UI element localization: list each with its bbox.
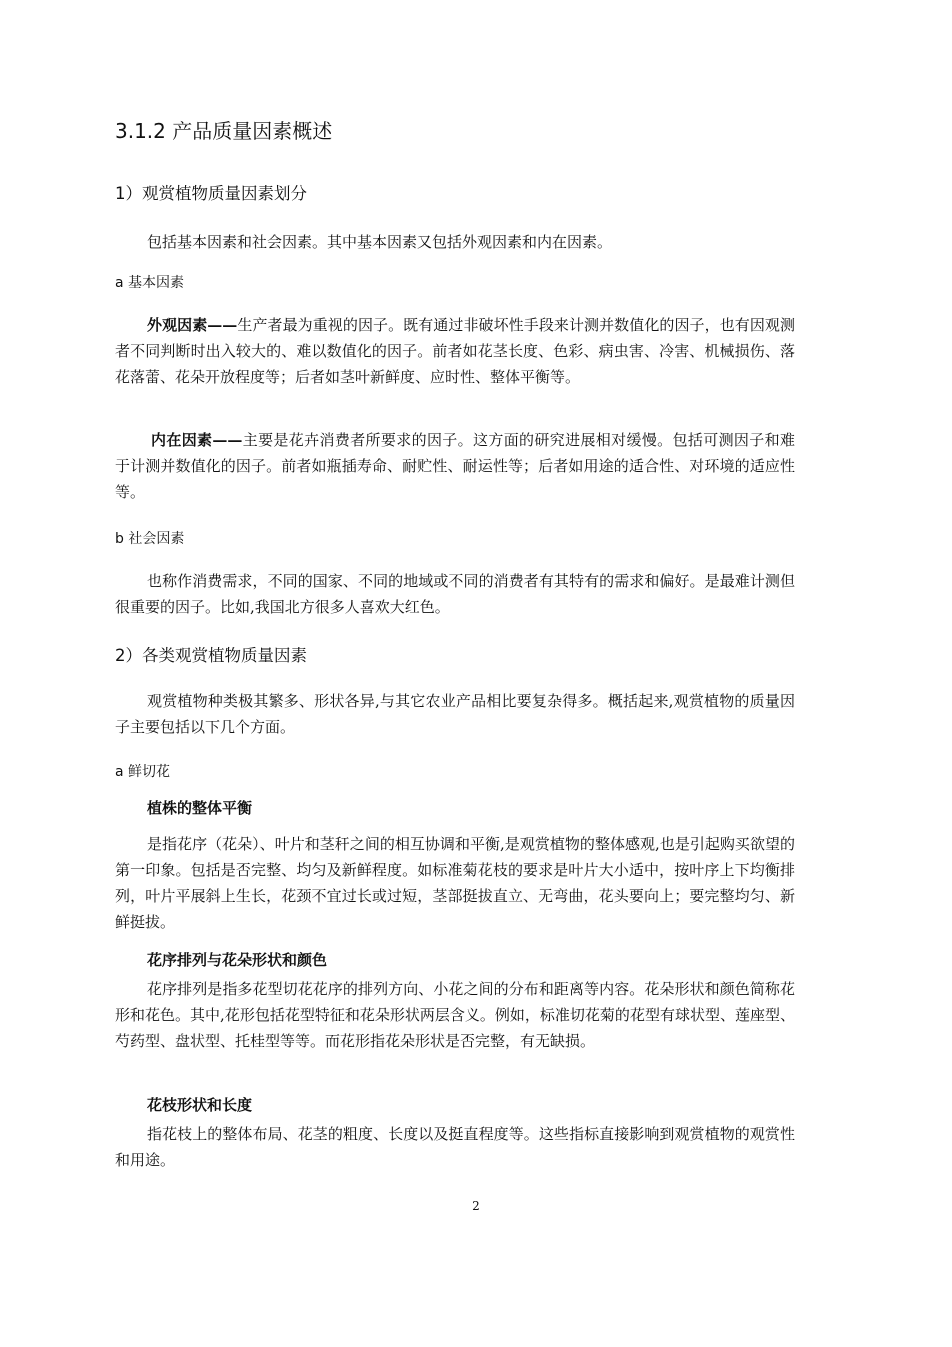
internal-factor-term: 内在因素——	[151, 431, 243, 449]
appearance-factor-paragraph	[115, 312, 795, 390]
sec1-intro-paragraph: 包括基本因素和社会因素。其中基本因素又包括外观因素和内在因素。	[147, 233, 613, 251]
internal-factor-text: 主要是花卉消费者所要求的因子。这方面的研究进展相对缓慢。包括可测因子和难于计测并数值化的因子。前者如瓶插寿命、耐贮性、耐运性等；后者如用途的适合性、对环境的适应性等。	[115, 431, 795, 501]
social-factors-heading: b 社会因素	[115, 531, 185, 547]
basic-factors-heading: a 基本因素	[115, 275, 185, 291]
stem-shape-title: 花枝形状和长度	[147, 1096, 253, 1114]
page-number: 2	[472, 1199, 480, 1213]
flower-arrangement-paragraph: 花序排列是指多花型切花花序的排列方向、小花之间的分布和距离等内容。花朵形状和颜色简称花形和花色。其中,花形包括花型特征和花朵形状两层含义。例如，标准切花菊的花型有球状型、莲座型、芍药型、盘状型、托桂型等等。而花形指花朵形状是否完整，有无缺损。	[115, 980, 795, 1050]
internal-factor-paragraph	[115, 427, 795, 505]
appearance-factor-term: 外观因素——	[147, 316, 238, 334]
flower-arrangement-title: 花序排列与花朵形状和颜色	[147, 951, 328, 969]
balance-title: 植株的整体平衡	[147, 799, 253, 817]
stem-shape-paragraph: 指花枝上的整体布局、花茎的粗度、长度以及挺直程度等。这些指标直接影响到观赏植物的观赏性和用途。	[115, 1125, 795, 1169]
appearance-factor-text: 生产者最为重视的因子。既有通过非破坏性手段来计测并数值化的因子，也有因观测者不同判断时出入较大的、难以数值化的因子。前者如花茎长度、色彩、病虫害、冷害、机械损伤、落花落蕾、花朵开放程度等；后者如茎叶新鲜度、应时性、整体平衡等。	[115, 316, 795, 386]
balance-paragraph: 是指花序（花朵）、叶片和茎秆之间的相互协调和平衡,是观赏植物的整体感观,也是引起购买欲望的第一印象。包括是否完整、均匀及新鲜程度。如标准菊花枝的要求是叶片大小适中，按叶序上下均衡排列，叶片平展斜上生长，花颈不宜过长或过短，茎部挺拔直立、无弯曲，花头要向上；要完整均匀、新鲜挺拔。	[115, 835, 795, 931]
subsection-heading-1: 1）观赏植物质量因素划分	[115, 184, 307, 203]
sec2-intro-paragraph: 观赏植物种类极其繁多、形状各异,与其它农业产品相比要复杂得多。概括起来,观赏植物的质量因子主要包括以下几个方面。	[115, 692, 795, 736]
section-heading: 3.1.2 产品质量因素概述	[115, 119, 333, 143]
subsection-heading-2: 2）各类观赏植物质量因素	[115, 646, 307, 665]
social-factor-paragraph: 也称作消费需求，不同的国家、不同的地域或不同的消费者有其特有的需求和偏好。是最难计测但很重要的因子。比如,我国北方很多人喜欢大红色。	[115, 572, 795, 616]
cut-flower-heading: a 鲜切花	[115, 764, 171, 780]
